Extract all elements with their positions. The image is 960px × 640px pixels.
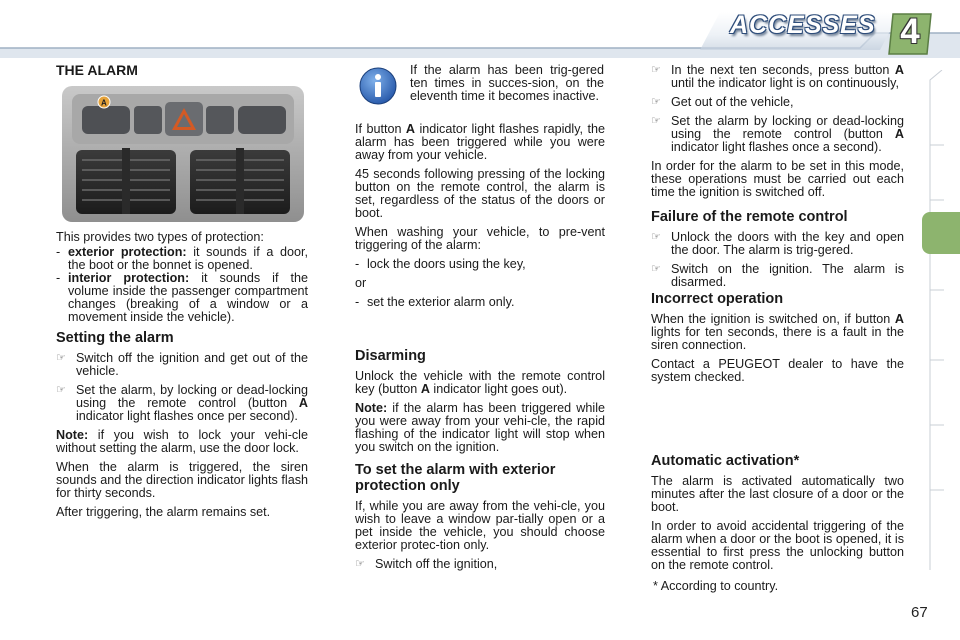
pointing-hand-icon: ☞ bbox=[56, 384, 66, 396]
disarming-section bbox=[355, 348, 605, 577]
bullet-item bbox=[56, 352, 308, 378]
exterior-heading: To set the alarm with exterior protection only bbox=[355, 462, 556, 494]
bullet-item: ☞ Get out of the vehicle, bbox=[651, 95, 794, 109]
info-icon bbox=[358, 66, 398, 106]
pointing-hand-icon: ☞ bbox=[651, 231, 661, 243]
protection-item: - interior protection: it sounds if the volume inside the passenger compartment changes (breaking of a window or a movement inside the vehicle). bbox=[56, 271, 308, 324]
chapter-tab-active bbox=[922, 212, 960, 254]
failure-heading: Failure of the remote control bbox=[651, 209, 848, 225]
dash-item: - lock the doors using the key, bbox=[355, 257, 526, 271]
intro-text: This provides two types of protection: bbox=[56, 230, 264, 244]
after-paragraph: After triggering, the alarm remains set. bbox=[56, 505, 271, 519]
paragraph: In order for the alarm to be set in this mode, these operations must be carried out each time the ignition is switched off. bbox=[651, 159, 904, 199]
protection-text: it sounds if a door, the boot or the bonnet is opened. bbox=[68, 245, 308, 272]
bullet-item: ☞ Switch off the ignition, bbox=[355, 557, 498, 571]
image-label-a: A bbox=[101, 98, 107, 108]
paragraph: If, while you are away from the vehi-cle, you wish to leave a window par-tially open or a pet inside the vehicle, you should choose exterior protec-tion only. bbox=[355, 499, 605, 552]
pointing-hand-icon: ☞ bbox=[651, 263, 661, 275]
disarming-heading: Disarming bbox=[355, 348, 426, 364]
paragraph: The alarm is activated automatically two minutes after the last closure of a door or the boot. bbox=[651, 474, 904, 514]
chapter-number: 4 bbox=[900, 12, 920, 51]
pointing-hand-icon: ☞ bbox=[355, 558, 365, 570]
protection-text: it sounds if the volume inside the passenger compartment changes (breaking of a window or a movement inside the vehicle). bbox=[68, 271, 308, 324]
dash-item: - set the exterior alarm only. bbox=[355, 295, 515, 309]
bullet-item: ☞ Unlock the doors with the key and open the door. The alarm is trig-gered. bbox=[651, 230, 904, 257]
protection-label: interior protection: bbox=[68, 271, 190, 285]
protection-item: - exterior protection: it sounds if a door, the boot or the bonnet is opened. bbox=[56, 245, 308, 272]
alarm-heading: THE ALARM bbox=[56, 62, 138, 78]
siren-paragraph: When the alarm is triggered, the siren sounds and the direction indicator lights flash for thirty seconds. bbox=[56, 460, 308, 500]
paragraph: Contact a PEUGEOT dealer to have the system checked. bbox=[651, 357, 904, 384]
pointing-hand-icon: ☞ bbox=[651, 96, 661, 108]
incorrect-heading: Incorrect operation bbox=[651, 291, 784, 307]
or-text: or bbox=[355, 276, 367, 290]
note-paragraph: Note: if you wish to lock your vehi-cle without setting the alarm, use the door lock. bbox=[56, 428, 308, 455]
column-3 bbox=[651, 64, 904, 390]
automatic-heading: Automatic activation* bbox=[651, 453, 800, 469]
dashboard-photo bbox=[62, 86, 304, 222]
footnote: * According to country. bbox=[653, 579, 779, 593]
protection-label: exterior protection: bbox=[68, 245, 187, 259]
bullet-text: Switch off the ignition and get out of the vehicle. bbox=[76, 351, 308, 378]
side-tabs bbox=[928, 70, 944, 570]
bullet-item: ☞ Switch on the ignition. The alarm is disarmed. bbox=[651, 262, 904, 289]
paragraph: If button A indicator light flashes rapidly, the alarm has been triggered while you were away from your vehicle. bbox=[355, 122, 605, 162]
column-1-body bbox=[56, 231, 308, 525]
automatic-section bbox=[651, 453, 904, 599]
note-paragraph: Note: if the alarm has been triggered while you were away from your vehi-cle, the rapid flashing of the indicator light will stop when you switch on the ignition. bbox=[355, 401, 605, 454]
paragraph: When the ignition is switched on, if button A lights for ten seconds, there is a fault in the siren connection. bbox=[651, 312, 904, 352]
bullet-item: ☞ Set the alarm, by locking or dead-locking using the remote control (button A indicator light flashes once per second). bbox=[56, 383, 308, 423]
pointing-hand-icon: ☞ bbox=[651, 64, 661, 76]
pointing-hand-icon: ☞ bbox=[651, 115, 661, 127]
paragraph: In order to avoid accidental triggering of the alarm when a door or the boot is opened, it is essential to first press the unlocking button on the remote control. bbox=[651, 519, 904, 572]
bullet-item: ☞ Set the alarm by locking or dead-locking using the remote control (button A indicator light flashes once a second). bbox=[651, 114, 904, 154]
pointing-hand-icon: ☞ bbox=[56, 352, 66, 364]
page-title: ACCESSES bbox=[730, 11, 876, 39]
paragraph: 45 seconds following pressing of the locking button on the remote control, the alarm is set, regardless of the status of the doors or boot. bbox=[355, 167, 605, 220]
info-text: If the alarm has been trig-gered ten times in succes-sion, on the eleventh time it becomes inactive. bbox=[410, 63, 604, 103]
paragraph: Unlock the vehicle with the remote control key (button A indicator light goes out). bbox=[355, 369, 605, 396]
column-1 bbox=[56, 62, 308, 88]
page-number: 67 bbox=[911, 604, 928, 621]
bullet-item: ☞ In the next ten seconds, press button A until the indicator light is on continuously, bbox=[651, 63, 904, 90]
column-2-body bbox=[355, 123, 605, 309]
setting-heading: Setting the alarm bbox=[56, 330, 174, 346]
paragraph: When washing your vehicle, to pre-vent triggering of the alarm: bbox=[355, 225, 605, 252]
info-note bbox=[410, 64, 604, 109]
